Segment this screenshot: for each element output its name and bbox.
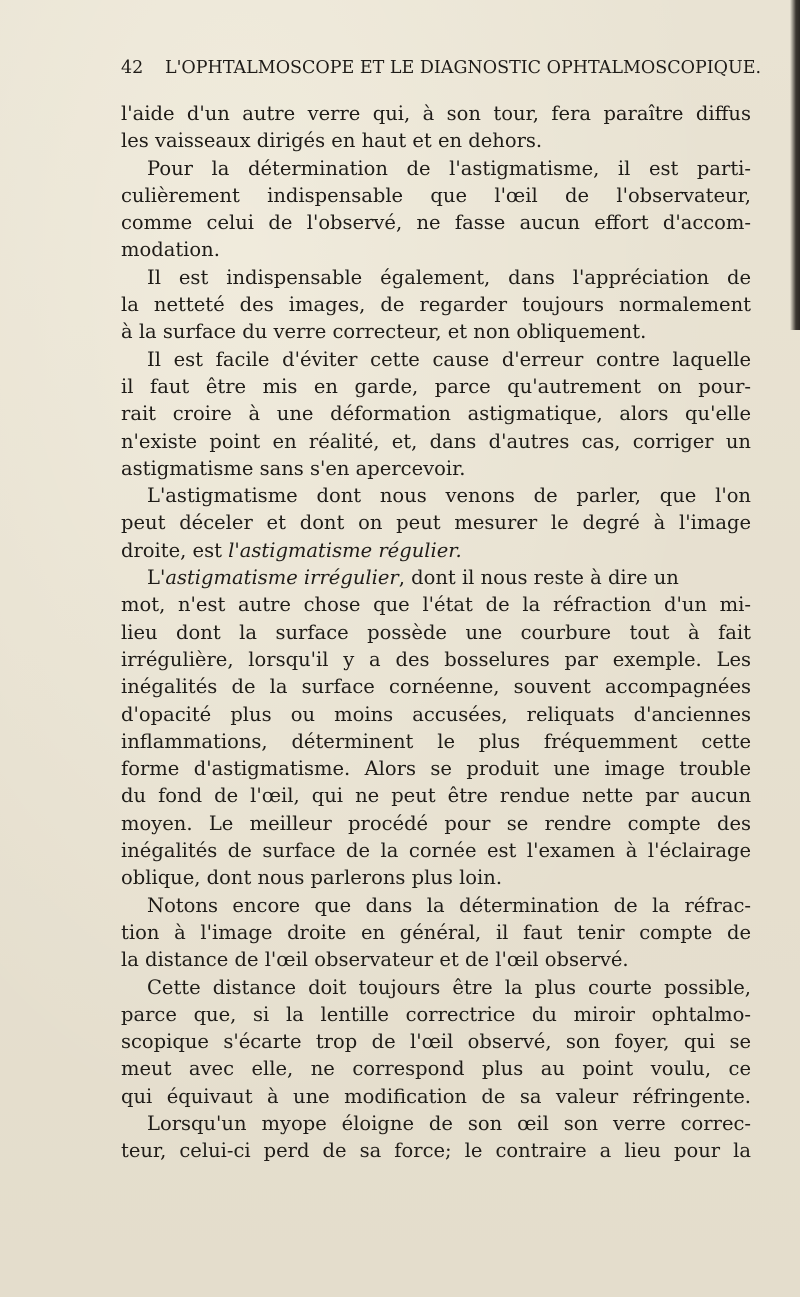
text-line: forme d'astigmatisme. Alors se produit une image trouble [121, 757, 751, 781]
text-line: rait croire à une déformation astigmatique, alors qu'elle [121, 402, 751, 426]
text-line: inflammations, déterminent le plus fréquemment cette [121, 729, 751, 753]
text-line: Cette distance doit toujours être la plus courte possible, [147, 975, 751, 999]
text-line [121, 537, 751, 564]
text-line: inégalités de la surface cornéenne, souvent accompagnées [121, 675, 751, 699]
text-line: la netteté des images, de regarder toujours normalement [121, 293, 751, 317]
text-line: Il est indispensable également, dans l'appréciation de [147, 265, 751, 289]
text-line: n'existe point en réalité, et, dans d'autres cas, corriger un [121, 429, 751, 453]
text-line: mot, n'est autre chose que l'état de la réfraction d'un mi- [121, 593, 751, 617]
text-run: L' [147, 566, 166, 590]
text-line: comme celui de l'observé, ne fasse aucun effort d'accom- [121, 211, 751, 235]
text-run: , dont il nous reste à dire un [398, 566, 679, 590]
text-run: droite, est [121, 538, 229, 562]
text-line: inégalités de surface de la cornée est l'examen à l'éclairage [121, 839, 751, 863]
page-number: 42 [121, 58, 144, 78]
text-line: la distance de l'œil observateur et de l'œil observé. [121, 948, 629, 972]
text-line: parce que, si la lentille correctrice du miroir ophtalmo- [121, 1002, 751, 1026]
text-line: qui équivaut à une modification de sa valeur réfringente. [121, 1084, 751, 1108]
text-line: à la surface du verre correcteur, et non obliquement. [121, 320, 647, 344]
text-line: tion à l'image droite en général, il faut tenir compte de [121, 920, 751, 944]
text-line: d'opacité plus ou moins accusées, reliquats d'anciennes [121, 702, 751, 726]
italic-term: astigmatisme irrégulier [165, 566, 399, 590]
text-line: teur, celui-ci perd de sa force; le contraire a lieu pour la [121, 1139, 751, 1163]
text-line: Lorsqu'un myope éloigne de son œil son verre correc- [147, 1111, 751, 1135]
text-line: scopique s'écarte trop de l'œil observé, son foyer, qui se [121, 1030, 751, 1054]
text-line: L'astigmatisme dont nous venons de parler, que l'on [147, 484, 751, 508]
text-line [121, 564, 751, 591]
running-header [121, 58, 762, 78]
text-line: culièrement indispensable que l'œil de l'observateur, [121, 183, 751, 207]
text-line: l'aide d'un autre verre qui, à son tour, fera paraître diffus [121, 102, 751, 125]
page-body-text [121, 100, 751, 1165]
text-line: astigmatisme sans s'en apercevoir. [121, 456, 466, 480]
text-line: lieu dont la surface possède une courbure tout à fait [121, 620, 751, 644]
text-line: irrégulière, lorsqu'il y a des bosselures par exemple. Les [121, 647, 751, 671]
text-line: Pour la détermination de l'astigmatisme, il est parti- [147, 156, 751, 180]
running-title: L'OPHTALMOSCOPE ET LE DIAGNOSTIC OPHTALMOSCOPIQUE. [165, 58, 762, 78]
text-line: oblique, dont nous parlerons plus loin. [121, 866, 503, 890]
text-line: Il est facile d'éviter cette cause d'erreur contre laquelle [147, 347, 751, 371]
text-line: meut avec elle, ne correspond plus au point voulu, ce [121, 1057, 751, 1081]
text-line: les vaisseaux dirigés en haut et en dehors. [121, 129, 543, 153]
page-edge-shadow [790, 0, 800, 330]
text-line: il faut être mis en garde, parce qu'autrement on pour- [121, 374, 751, 398]
text-line: Notons encore que dans la détermination de la réfrac- [147, 893, 751, 917]
text-line: peut déceler et dont on peut mesurer le degré à l'image [121, 511, 751, 535]
text-line: du fond de l'œil, qui ne peut être rendue nette par aucun [121, 784, 751, 808]
text-line: moyen. Le meilleur procédé pour se rendre compte des [121, 811, 751, 835]
text-line: modation. [121, 238, 220, 262]
italic-term: l'astigmatisme régulier. [228, 538, 462, 562]
